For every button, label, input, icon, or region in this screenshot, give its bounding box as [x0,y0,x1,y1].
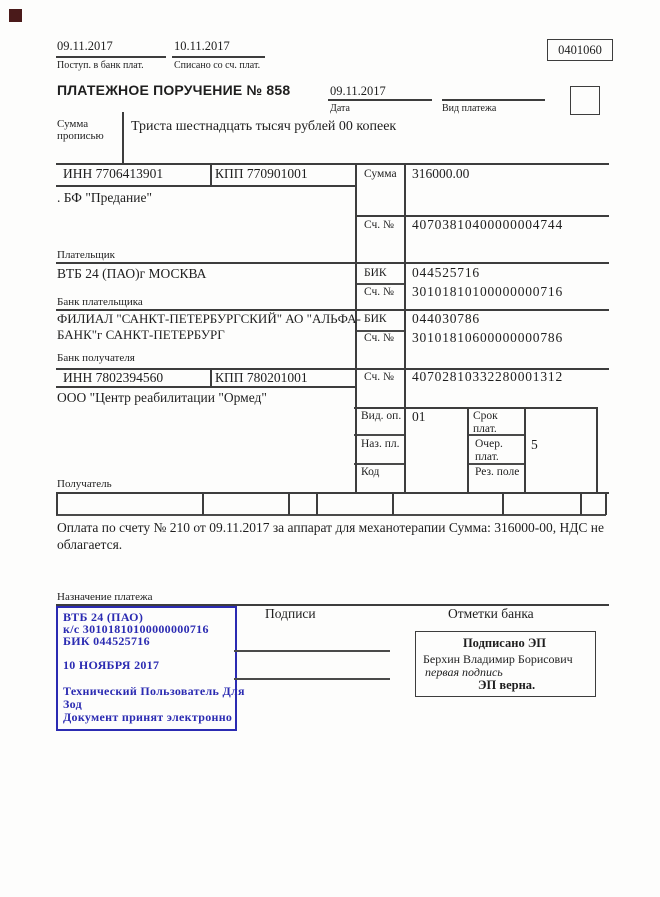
payee-bank-account: 30101810600000000786 [412,330,563,345]
payee-bank-bik-label: БИК [364,313,387,325]
table-line [355,163,357,493]
payee-bank-bik: 044030786 [412,311,480,326]
priority-label: Очер. плат. [475,438,503,463]
bank-marks-label: Отметки банка [448,606,534,621]
table-line [356,283,405,285]
debited-label: Списано со сч. плат. [174,60,261,71]
table-line [210,163,212,187]
table-line [404,163,406,493]
stamp-bank-name: ВТБ 24 (ПАО) [63,610,144,624]
payee-bank-name-line2: БАНК"г САНКТ-ПЕТЕРБУРГ [57,327,225,342]
ep-signed-title: Подписано ЭП [462,636,547,650]
date-label: Дата [330,103,350,114]
ep-verified-note: ЭП верна. [478,678,536,692]
divider-line [328,99,432,101]
payer-inn: ИНН 7706413901 [63,166,164,181]
payer-bank-bik-label: БИК [364,267,387,279]
received-in-bank-label: Поступ. в банк плат. [57,60,144,71]
payee-bank-account-label: Сч. № [364,332,395,344]
payment-type-label: Вид платежа [442,103,497,114]
table-line [596,407,598,493]
form-code: 0401060 [558,42,602,57]
table-line [56,386,356,388]
payee-account-label: Сч. № [364,371,395,383]
priority-value: 5 [531,437,538,452]
payer-account-label: Сч. № [364,219,395,231]
stamp-user-line1: Технический Пользователь Для [63,684,245,698]
table-line [467,407,469,493]
divider-line [172,56,265,58]
operation-type-label: Вид. оп. [361,410,402,422]
signature-line [234,650,390,652]
stamp-date: 10 НОЯБРЯ 2017 [63,658,160,672]
payee-bank-name-line1: ФИЛИАЛ "САНКТ-ПЕТЕРБУРГСКИЙ" АО "АЛЬФА- [57,311,361,326]
table-line [288,492,290,515]
table-line [354,407,598,409]
amount-in-words-label: Сумма прописью [57,118,104,143]
table-line [392,492,394,515]
table-line [316,492,318,515]
table-line [605,492,607,515]
table-line [354,434,405,436]
table-line [354,463,405,465]
payer-bank-account-label: Сч. № [364,286,395,298]
payment-term-label: Срок плат. [473,410,498,435]
stamp-corr-account: к/с 30101810100000000716 [63,622,209,636]
table-line [56,514,606,516]
document-title: ПЛАТЕЖНОЕ ПОРУЧЕНИЕ № 858 [57,82,291,98]
payee-account: 40702810332280001312 [412,369,563,384]
form-code-box [547,39,613,61]
table-line [202,492,204,515]
table-line [524,407,526,493]
scan-corner-mark [9,9,22,22]
ep-signature-type: первая подпись [425,665,503,679]
payment-type-box [570,86,600,115]
payer-account: 40703810400000004744 [412,217,563,232]
table-line [210,368,212,388]
payee-name: ООО "Центр реабилитации "Ормед" [57,390,267,405]
payer-name: . БФ "Предание" [57,190,152,205]
signatures-label: Подписи [265,606,316,621]
payer-bank-account: 30101810100000000716 [412,284,563,299]
divider-line [122,112,124,163]
table-line [56,163,609,165]
stamp-bik: БИК 044525716 [63,634,150,648]
sum-label: Сумма [364,168,397,180]
amount-in-words: Триста шестнадцать тысяч рублей 00 копеек [131,119,397,134]
operation-type-value: 01 [412,409,426,424]
table-line [56,185,356,187]
sum-value: 316000.00 [412,166,470,181]
payee-inn: ИНН 7802394560 [63,370,164,385]
payer-kpp: КПП 770901001 [215,166,308,181]
table-line [56,262,609,264]
document-date: 09.11.2017 [330,84,386,98]
payment-purpose-text: Оплата по счету № 210 от 09.11.2017 за аппарат для механотерапии Сумма: 316000-00, НДС не облагается. [57,520,605,552]
stamp-accepted-note: Документ принят электронно [63,710,233,724]
signature-line [234,678,390,680]
payer-bank-section-label: Банк плательщика [57,296,143,308]
payee-kpp: КПП 780201001 [215,370,308,385]
purpose-code-label: Наз. пл. [361,438,400,450]
payment-purpose-label: Назначение платежа [57,591,153,603]
payer-bank-bik: 044525716 [412,265,480,280]
payer-bank-name: ВТБ 24 (ПАО)г МОСКВА [57,266,207,281]
payee-section-label: Получатель [57,478,112,490]
table-line [502,492,504,515]
stamp-user-line2: Зод [63,697,82,711]
divider-line [442,99,545,101]
table-line [580,492,582,515]
received-in-bank-date: 09.11.2017 [57,39,113,53]
code-label: Код [361,466,380,478]
payee-bank-section-label: Банк получателя [57,352,135,364]
debited-date: 10.11.2017 [174,39,230,53]
ep-signer-name: Берхин Владимир Борисович [423,652,573,666]
table-line [56,492,609,494]
divider-line [56,56,166,58]
payer-section-label: Плательщик [57,249,115,261]
reserve-field-label: Рез. поле [475,466,520,478]
table-line [56,492,58,515]
